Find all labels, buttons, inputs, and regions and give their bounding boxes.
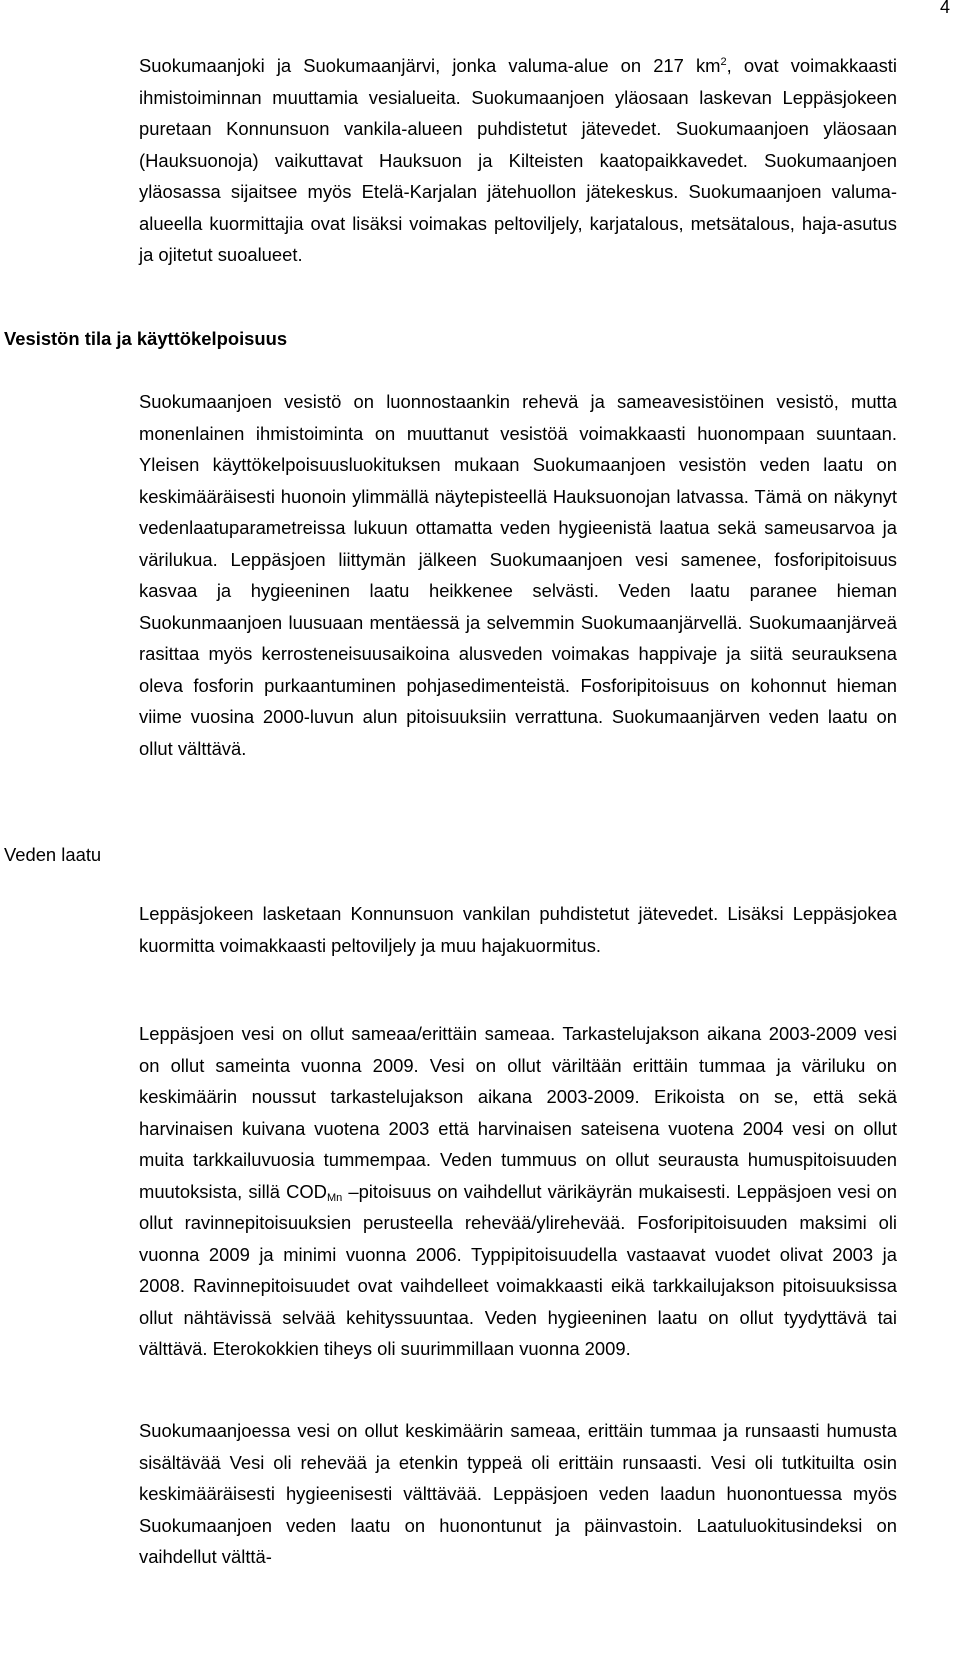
intro-text-part-2: , ovat voimakkaasti ihmistoiminnan muuttamia vesialueita. Suokumaanjoen yläosaan laskevan Leppäsjokeen puretaan Konnunsuon vankila-alueen puhdistetut jätevedet. Suokumaanjoen yläosaan (Hauksuonoja) vaikuttavat Hauksuon ja Kilteisten kaatopaikkavedet. Suokumaanjoen yläosassa sijaitsee myös Etelä-Karjalan jätehuollon jätekeskus. Suokumaanjoen valuma-alueella kuormittajia ovat lisäksi voimakas peltoviljely, karjatalous, metsätalous, haja-asutus ja ojitetut suoalueet. [139,55,897,266]
water-status-paragraph: Suokumaanjoen vesistö on luonnostaankin rehevä ja sameavesistöinen vesistö, mutta monenlainen ihmistoiminta on muuttanut vesistöä voimakkaasti huonompaan suuntaan. Yleisen käyttökelpoisuusluokituksen mukaan Suokumaanjoen vesistön veden laatu on keskimääräisesti huonoin ylimmällä näytepisteellä Hauksuonojan latvassa. Tämä on näkynyt vedenlaatuparametreissa lukuun ottamatta veden hygieenistä laatua sekä sameusarvoa ja värilukua. Leppäsjoen liittymän jälkeen Suokumaanjoen vesi samenee, fosforipitoisuus kasvaa ja hygieeninen laatu heikkenee selvästi. Veden laatu paranee hieman Suokunmaanjoen luusuaan mentäessä ja selvemmin Suokumaanjärvellä. Suokumaanjärveä rasittaa myös kerrosteneisuusaikoina alusveden voimakas happivaje ja siitä seurauksena oleva fosforin purkaantuminen pohjasedimenteistä. Fosforipitoisuus on kohonnut hieman viime vuosina 2000-luvun alun pitoisuuksiin verrattuna. Suokumaanjärven veden laatu on ollut välttävä. [139,391,897,760]
cod-mn-subscript: Mn [326,1191,343,1204]
leppasjoki-load-paragraph: Leppäsjokeen lasketaan Konnunsuon vankilan puhdistetut jätevedet. Lisäksi Leppäsjokea kuormitta voimakkaasti peltoviljely ja muu hajakuormitus. [139,903,897,956]
leppasjoki-text-part-1: Leppäsjoen vesi on ollut sameaa/erittäin sameaa. Tarkastelujakson aikana 2003-2009 vesi on ollut sameinta vuonna 2009. Vesi on ollut väriltään erittäin tummaa ja väriluku on keskimäärin noussut tarkastelujakson aikana 2003-2009. Erikoista on se, että sekä harvinaisen kuivana vuotena 2003 että harvinaisen sateisena vuotena 2004 vesi on ollut muita tarkkailuvuosia tummempaa. Veden tummuus on ollut seurausta humuspitoisuuden muutoksista, sillä COD [139,1023,897,1202]
leppasjoki-quality-paragraph [139,1018,897,1365]
intro-paragraph [139,50,897,271]
side-heading-water-quality: Veden laatu [4,844,102,865]
area-unit-superscript: 2 [720,56,727,68]
section-heading-water-status: Vesistön tila ja käyttökelpoisuus [4,328,288,349]
intro-text-part-1: Suokumaanjoki ja Suokumaanjärvi, jonka valuma-alue on 217 km [139,55,721,76]
suokumaanjoki-quality-paragraph: Suokumaanjoessa vesi on ollut keskimäärin sameaa, erittäin tummaa ja runsaasti humusta sisältävää Vesi oli rehevää ja etenkin typpeä oli erittäin runsaasti. Vesi oli tutkituilta osin keskimääräisesti hygieenisesti välttävää. Leppäsjoen veden laadun huonontuessa myös Suokumaanjoen veden laatu on huonontunut ja päinvastoin. Laatuluokitusindeksi on vaihdellut välttä- [139,1420,897,1568]
page-number: 4 [939,0,950,17]
leppasjoki-text-part-2: –pitoisuus on vaihdellut värikäyrän mukaisesti. Leppäsjoen vesi on ollut ravinnepitoisuuksien perusteella rehevää/ylirehevää. Fosforipitoisuuden maksimi oli vuonna 2009 ja minimi vuonna 2006. Typpipitoisuudella vastaavat vuodet olivat 2003 ja 2008. Ravinnepitoisuudet ovat vaihdelleet voimakkaasti eikä tarkkailujakson pitoisuuksissa ollut nähtävissä selvää kehityssuuntaa. Veden hygieeninen laatu on ollut tyydyttävä tai välttävä. Eterokokkien tiheys oli suurimmillaan vuonna 2009. [139,1180,897,1360]
